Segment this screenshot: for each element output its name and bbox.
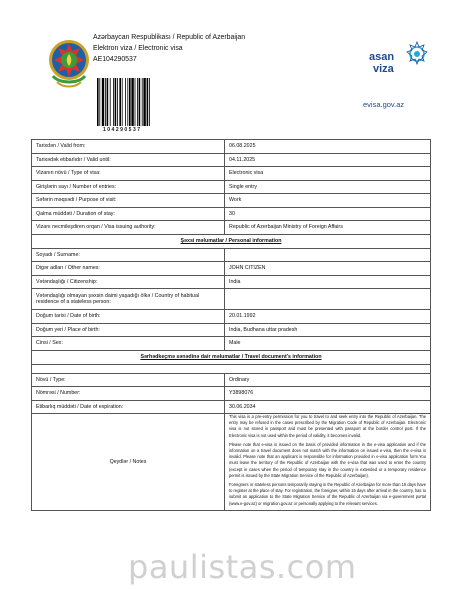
row-value: Work <box>225 194 431 208</box>
row-label: Vizanın növü / Type of visa: <box>32 167 225 181</box>
row-label: Növü / Type: <box>32 373 225 387</box>
logo-word-asan: asan <box>369 51 395 63</box>
barcode-bar <box>149 78 150 126</box>
barcode-bar <box>105 78 106 126</box>
table-row <box>32 262 431 276</box>
watermark-text: paulistas.com <box>128 548 357 586</box>
table-row <box>32 275 431 289</box>
table-row <box>32 373 431 387</box>
row-value: Ordinary <box>225 373 431 387</box>
azerbaijan-emblem-icon <box>47 38 91 92</box>
barcode-bar <box>135 78 136 126</box>
barcode-bar <box>143 78 145 126</box>
barcode-bar <box>139 78 141 126</box>
row-label: Tarixədək etibarlıdır / Valid until: <box>32 153 225 167</box>
barcode-bar <box>142 78 143 126</box>
barcode-bar <box>125 78 126 126</box>
barcode-bar <box>113 78 114 126</box>
table-row <box>32 289 431 310</box>
table-row <box>32 400 431 414</box>
row-label: Vətəndaşlığı / Citizenship: <box>32 275 225 289</box>
table-row <box>32 153 431 167</box>
table-row <box>32 221 431 235</box>
row-label: Doğum yeri / Place of birth: <box>32 323 225 337</box>
logo-website: evisa.gov.az <box>363 100 405 109</box>
row-value <box>225 289 431 310</box>
notes-label: Qeydlər / Notes <box>32 414 225 511</box>
table-row <box>32 194 431 208</box>
notes-row <box>32 414 431 511</box>
row-value: 20.01.1992 <box>225 310 431 324</box>
barcode-bar <box>117 78 118 126</box>
visa-info-table <box>31 139 431 511</box>
document-type: Elektron viza / Electronic visa <box>93 45 183 52</box>
logo-word-viza: viza <box>373 63 394 75</box>
row-value: Republic of Azerbaijan Ministry of Foreign Affairs <box>225 221 431 235</box>
section-title: Sərhədkeçmə sənədinə dair məlumatlar / Travel document's information <box>32 350 431 364</box>
row-label: Etibarlıq müddəti / Date of expiration: <box>32 400 225 414</box>
barcode-bar <box>129 78 131 126</box>
table-row <box>32 180 431 194</box>
header-text <box>93 32 245 65</box>
barcode-bar <box>147 78 149 126</box>
table-row <box>32 140 431 154</box>
barcode-bar <box>102 78 104 126</box>
table-row <box>32 207 431 221</box>
spacer-cell <box>32 364 431 373</box>
row-value: 30 <box>225 207 431 221</box>
notes-text <box>225 414 431 511</box>
barcode-bar <box>131 78 133 126</box>
barcode-bar <box>137 78 138 126</box>
row-label: Digər adları / Other names: <box>32 262 225 276</box>
barcode-bar <box>110 78 111 126</box>
visa-header <box>31 18 431 136</box>
notes-paragraph: This visa is a pre-entry permission for you to travel to and seek entry into the Republic of Azerbaijan. The entry may be refused in the cases prescribed by the Migration Code of Republic of Azerbaijan. Electronic visa is not stored in passport and must be presented with passport at the border control post. If the Electronic visa is not used within the period of validity, it becomes invalid. <box>229 414 426 438</box>
row-label: Vətəndaşlığı olmayan şəxsin daimi yaşadığı ölkə / Country of habitual residence of a stateless person: <box>32 289 225 310</box>
asan-viza-logo <box>363 38 429 118</box>
row-value: Y3898076 <box>225 387 431 401</box>
visa-number: AE104290537 <box>93 56 137 63</box>
row-label: Qalma müddəti / Duration of stay: <box>32 207 225 221</box>
barcode-bar <box>107 78 109 126</box>
section-header-travel <box>32 350 431 364</box>
row-value: JOHN CITIZEN <box>225 262 431 276</box>
country-title: Azərbaycan Respublikası / Republic of Azerbaijan <box>93 34 246 41</box>
barcode-bar <box>119 78 121 126</box>
table-row <box>32 310 431 324</box>
row-label: Girişlərin sayı / Number of entries: <box>32 180 225 194</box>
row-value <box>225 248 431 262</box>
barcode <box>97 78 167 126</box>
row-value: 30.06.2034 <box>225 400 431 414</box>
spacer-row <box>32 364 431 373</box>
row-label: Vizanı necmileşdiren orqan / Visa issuing authority: <box>32 221 225 235</box>
row-value: 04.11.2025 <box>225 153 431 167</box>
row-value: India <box>225 275 431 289</box>
table-row <box>32 248 431 262</box>
barcode-bar <box>127 78 128 126</box>
row-value: India, Budhana uttar pradesh <box>225 323 431 337</box>
row-value: Single entry <box>225 180 431 194</box>
row-label: Nömrəsi / Number: <box>32 387 225 401</box>
table-row <box>32 387 431 401</box>
notes-paragraph: Please note that e-visa is issued on the basis of provided information in the e-visa application and if the information on a travel document does not match with the information on issued e-visa, then the e-visa is invalid. Please note that an applicant is responsible for information provided in e-visa application form.You must leave the territory of the Republic of Azerbaijan with the e-visa that was used to enter the country (except in cases when the period of temporary stay in the country is extended or a temporary residence permit is issued by the State Migration Service of the Republic of Azerbaijan). <box>229 441 426 478</box>
barcode-bar <box>97 78 99 126</box>
notes-paragraph: Foreigners or stateless persons temporarily staying in the Republic of Azerbaijan for more than 15 days have to register at the place of stay. For registration, the foreigner, within 15 days after arrival in the country, has to submit an application to the State Migration Service of the Republic of Azerbaijan via e-government portal (www.e-gov.az) or migration.gov.az or personally applying to the relevant services. <box>229 482 426 506</box>
table-row <box>32 323 431 337</box>
table-row <box>32 337 431 351</box>
barcode-bar <box>99 78 100 126</box>
barcode-bar <box>122 78 123 126</box>
row-label: Səfərin məqsədi / Purpose of visit: <box>32 194 225 208</box>
row-value: Electronic visa <box>225 167 431 181</box>
row-label: Soyadı / Surname: <box>32 248 225 262</box>
table-row <box>32 167 431 181</box>
barcode-number: 104290537 <box>103 127 142 133</box>
barcode-bar <box>115 78 117 126</box>
row-value: 06.08.2025 <box>225 140 431 154</box>
row-label: Cinsi / Sex: <box>32 337 225 351</box>
row-label: Tarixdən / Valid from: <box>32 140 225 154</box>
section-header-personal <box>32 234 431 248</box>
section-title: Şəxsi məlumatlar / Personal information <box>32 234 431 248</box>
row-value: Male <box>225 337 431 351</box>
row-label: Doğum tarixi / Date of birth: <box>32 310 225 324</box>
